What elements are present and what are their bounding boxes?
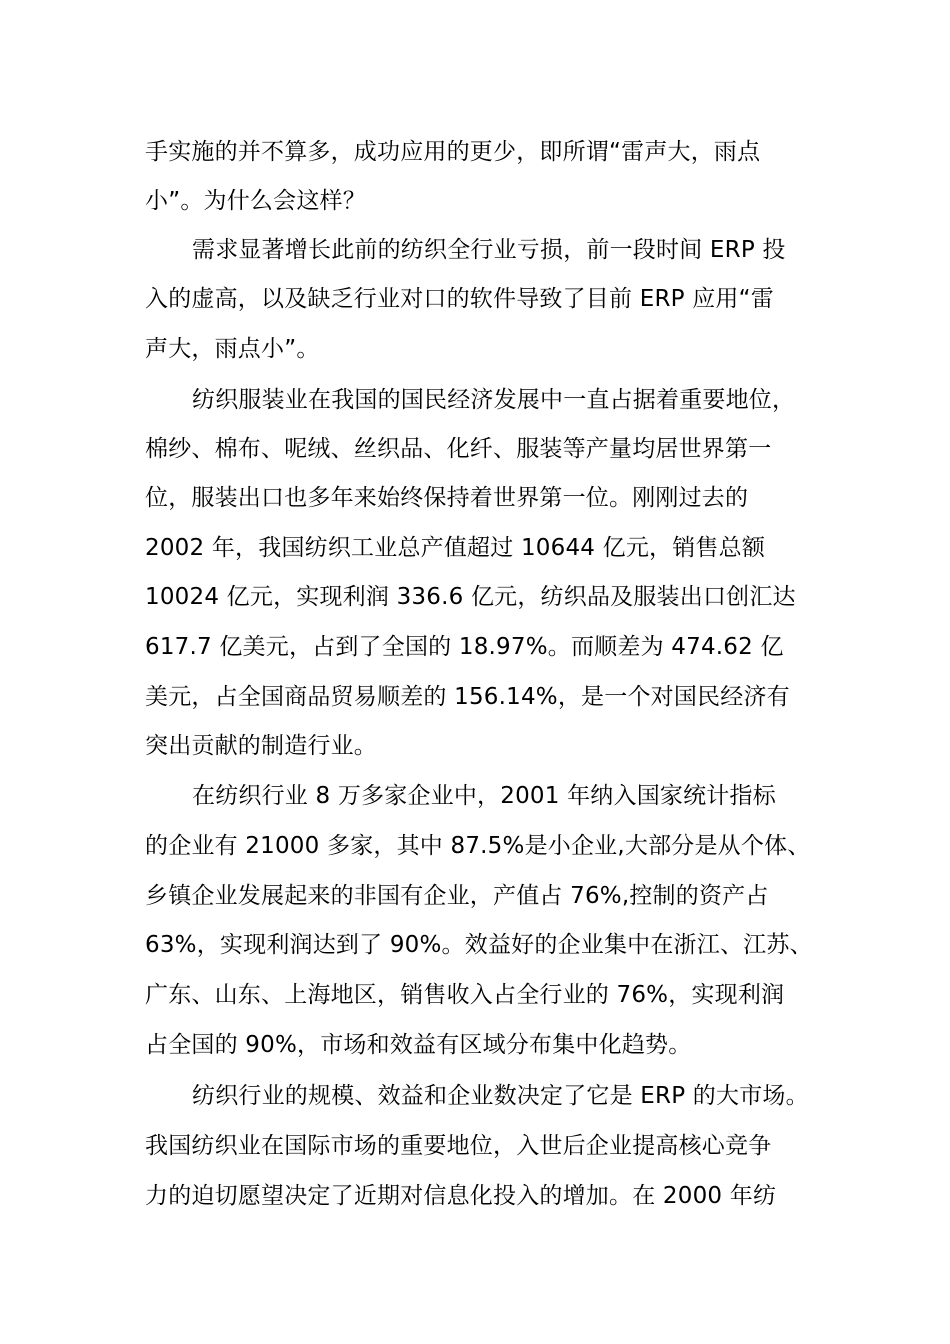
text-line: 突出贡献的制造行业。 — [145, 733, 377, 759]
text-line: 10024 亿元，实现利润 336.6 亿元，纺织品及服装出口创汇达 — [145, 584, 796, 610]
text-line: 需求显著增长此前的纺织全行业亏损，前一段时间 ERP 投 — [192, 237, 786, 263]
text-line: 63%，实现利润达到了 90%。效益好的企业集中在浙江、江苏、 — [145, 932, 813, 958]
text-line: 声大，雨点小”。 — [145, 336, 320, 362]
text-line: 棉纱、棉布、呢绒、丝织品、化纤、服装等产量均居世界第一 — [145, 436, 772, 462]
text-line: 占全国的 90%，市场和效益有区域分布集中化趋势。 — [145, 1032, 692, 1058]
text-line: 在纺织行业 8 万多家企业中，2001 年纳入国家统计指标 — [192, 783, 776, 809]
text-line: 入的虚高，以及缺乏行业对口的软件导致了目前 ERP 应用“雷 — [145, 286, 774, 312]
text-line: 位，服装出口也多年来始终保持着世界第一位。刚刚过去的 — [145, 485, 749, 511]
text-line: 我国纺织业在国际市场的重要地位，入世后企业提高核心竞争 — [145, 1133, 772, 1159]
text-line: 美元，占全国商品贸易顺差的 156.14%，是一个对国民经济有 — [145, 684, 790, 710]
text-line: 纺织服装业在我国的国民经济发展中一直占据着重要地位， — [192, 387, 796, 413]
text-line: 手实施的并不算多，成功应用的更少，即所谓“雷声大，雨点 — [145, 139, 761, 165]
text-line: 小”。为什么会这样？ — [145, 188, 366, 214]
text-line: 2002 年，我国纺织工业总产值超过 10644 亿元，销售总额 — [145, 535, 766, 561]
text-line: 的企业有 21000 多家，其中 87.5%是小企业,大部分是从个体、 — [145, 833, 811, 859]
text-line: 617.7 亿美元，占到了全国的 18.97%。而顺差为 474.62 亿 — [145, 634, 784, 660]
text-line: 乡镇企业发展起来的非国有企业，产值占 76%,控制的资产占 — [145, 883, 769, 909]
text-line: 纺织行业的规模、效益和企业数决定了它是 ERP 的大市场。 — [192, 1083, 809, 1109]
text-line: 广东、山东、上海地区，销售收入占全行业的 76%，实现利润 — [145, 982, 785, 1008]
text-line: 力的迫切愿望决定了近期对信息化投入的增加。在 2000 年纺 — [145, 1183, 777, 1209]
